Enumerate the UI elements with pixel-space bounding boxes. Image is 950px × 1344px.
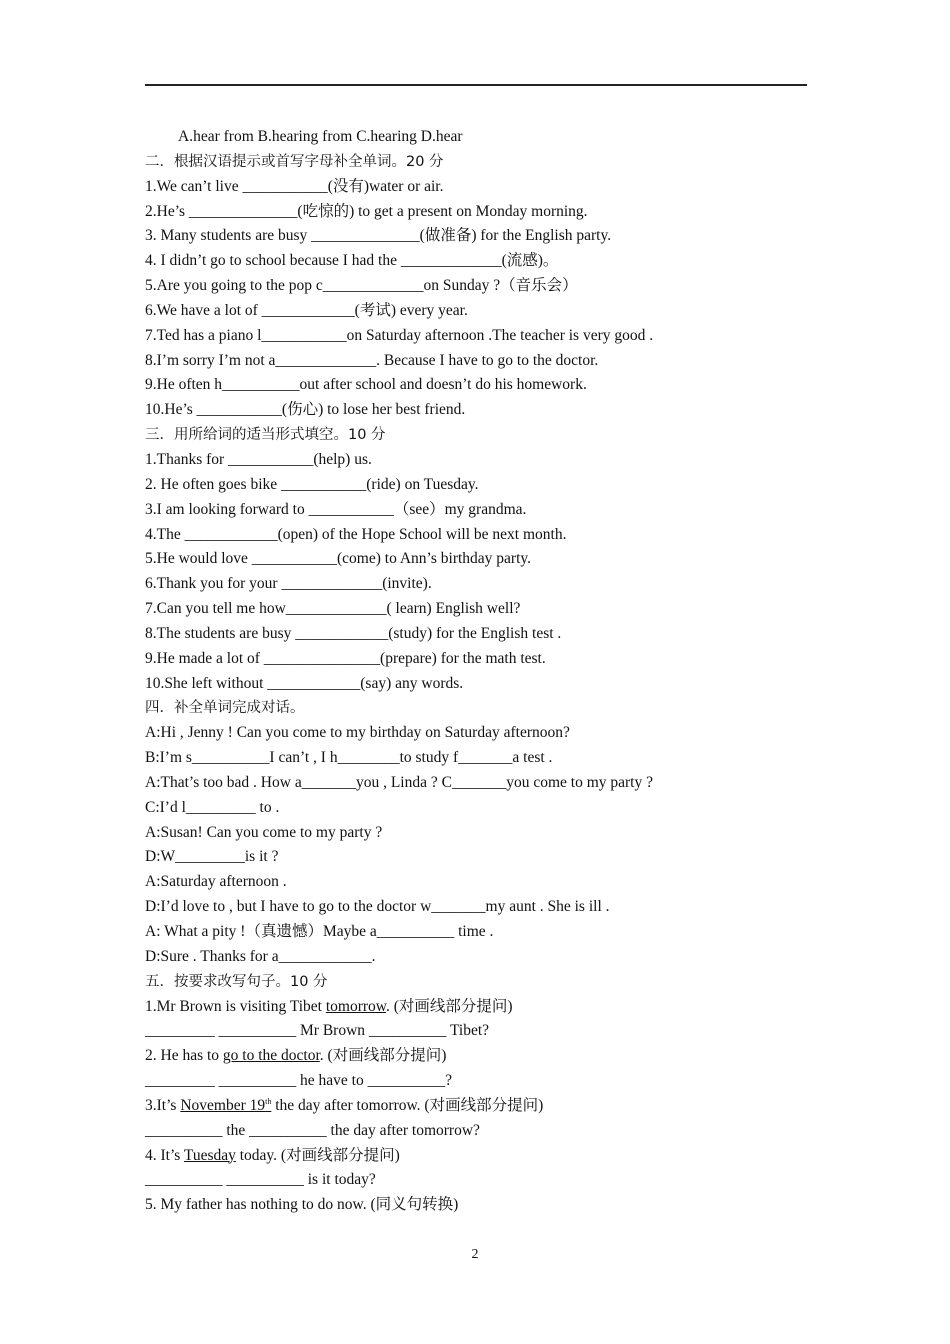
question-line: 9.He often h__________out after school and doesn’t do his homework.: [145, 376, 587, 394]
dialogue-line: A:Susan! Can you come to my party ?: [145, 823, 383, 841]
dialogue-line: B:I’m s__________I can’t , I h________to study f_______a test .: [145, 749, 553, 767]
dialogue-line: A:That’s too bad . How a_______you , Linda ? C_______you come to my party ?: [145, 773, 653, 791]
header-rule: [145, 84, 807, 86]
section-3-heading: 三．用所给词的适当形式填空。10 分: [145, 427, 386, 444]
question-line: 9.He made a lot of _______________(prepare) for the math test.: [145, 649, 546, 667]
ordinal-suffix: th: [265, 1096, 272, 1106]
underlined-phrase: tomorrow: [325, 997, 386, 1015]
question-line: 5.Are you going to the pop c_____________on Sunday ?（音乐会）: [145, 277, 578, 295]
worksheet-body: [145, 125, 825, 1218]
question-text: 3.It’s: [145, 1096, 181, 1114]
question-line: 1.Thanks for ___________(help) us.: [145, 450, 372, 468]
answer-blank-line: __________ __________ is it today?: [145, 1171, 376, 1189]
question-text: 2. He has to: [145, 1047, 223, 1065]
question-line: 10.She left without ____________(say) any words.: [145, 674, 464, 692]
question-instruction: today. (对画线部分提问): [235, 1146, 400, 1164]
rewrite-question-1: [145, 995, 825, 1020]
rewrite-question-4: [145, 1144, 825, 1169]
question-line: 8.I’m sorry I’m not a_____________. Because I have to go to the doctor.: [145, 351, 599, 369]
question-line: 3.I am looking forward to ___________（see）my grandma.: [145, 500, 527, 518]
dialogue-line: A:Hi , Jenny ! Can you come to my birthday on Saturday afternoon?: [145, 724, 570, 742]
question-line: 3. Many students are busy ______________(做准备) for the English party.: [145, 227, 612, 245]
rewrite-question-5: 5. My father has nothing to do now. (同义句转换): [145, 1196, 459, 1214]
question-instruction: . (对画线部分提问): [319, 1047, 447, 1065]
page-number: 2: [471, 1247, 479, 1262]
section-2-heading: 二．根据汉语提示或首写字母补全单词。20 分: [145, 153, 444, 170]
answer-blank-line: _________ __________ Mr Brown __________ Tibet?: [145, 1022, 490, 1040]
rewrite-question-3: [145, 1094, 825, 1119]
question-line: 10.He’s ___________(伤心) to lose her best friend.: [145, 401, 466, 419]
option-line: A.hear from B.hearing from C.hearing D.hear: [178, 128, 463, 145]
question-line: 6.We have a lot of ____________(考试) every year.: [145, 301, 468, 319]
dialogue-line: D:W_________is it ?: [145, 848, 279, 866]
answer-blank-line: __________ the __________ the day after tomorrow?: [145, 1121, 480, 1139]
dialogue-line: D:I’d love to , but I have to go to the doctor w_______my aunt . She is ill .: [145, 898, 610, 916]
question-line: 7.Can you tell me how_____________( learn) English well?: [145, 600, 521, 618]
section-4-heading: 四．补全单词完成对话。: [145, 700, 305, 717]
underlined-date: November 19: [180, 1096, 266, 1114]
question-line: 4. I didn’t go to school because I had the _____________(流感)。: [145, 252, 559, 270]
underlined-phrase: [180, 1097, 271, 1114]
dialogue-line: C:I’d l_________ to .: [145, 798, 280, 816]
rewrite-question-2: [145, 1044, 825, 1069]
dialogue-line: D:Sure . Thanks for a____________.: [145, 947, 376, 965]
question-text: 4. It’s: [145, 1146, 184, 1164]
answer-blank-line: _________ __________ he have to __________?: [145, 1072, 452, 1090]
question-line: 1.We can’t live ___________(没有)water or air.: [145, 177, 444, 195]
underlined-phrase: Tuesday: [183, 1146, 236, 1164]
dialogue-line: A:Saturday afternoon .: [145, 873, 287, 891]
underlined-phrase: go to the doctor: [222, 1047, 320, 1065]
question-line: 7.Ted has a piano l___________on Saturday afternoon .The teacher is very good .: [145, 326, 654, 344]
question-line: 6.Thank you for your _____________(invite).: [145, 575, 432, 593]
question-line: 2.He’s ______________(吃惊的) to get a present on Monday morning.: [145, 202, 588, 220]
question-text: 1.Mr Brown is visiting Tibet: [145, 997, 326, 1015]
question-instruction: . (对画线部分提问): [386, 997, 513, 1015]
question-line: 4.The ____________(open) of the Hope School will be next month.: [145, 525, 567, 543]
section-5-heading: 五．按要求改写句子。10 分: [145, 973, 328, 990]
dialogue-line: A: What a pity !（真遗憾）Maybe a__________ time .: [145, 923, 494, 940]
question-line: 8.The students are busy ____________(study) for the English test .: [145, 624, 562, 642]
question-instruction: the day after tomorrow. (对画线部分提问): [271, 1096, 544, 1114]
question-line: 2. He often goes bike ___________(ride) on Tuesday.: [145, 475, 479, 493]
question-line: 5.He would love ___________(come) to Ann’s birthday party.: [145, 550, 532, 568]
